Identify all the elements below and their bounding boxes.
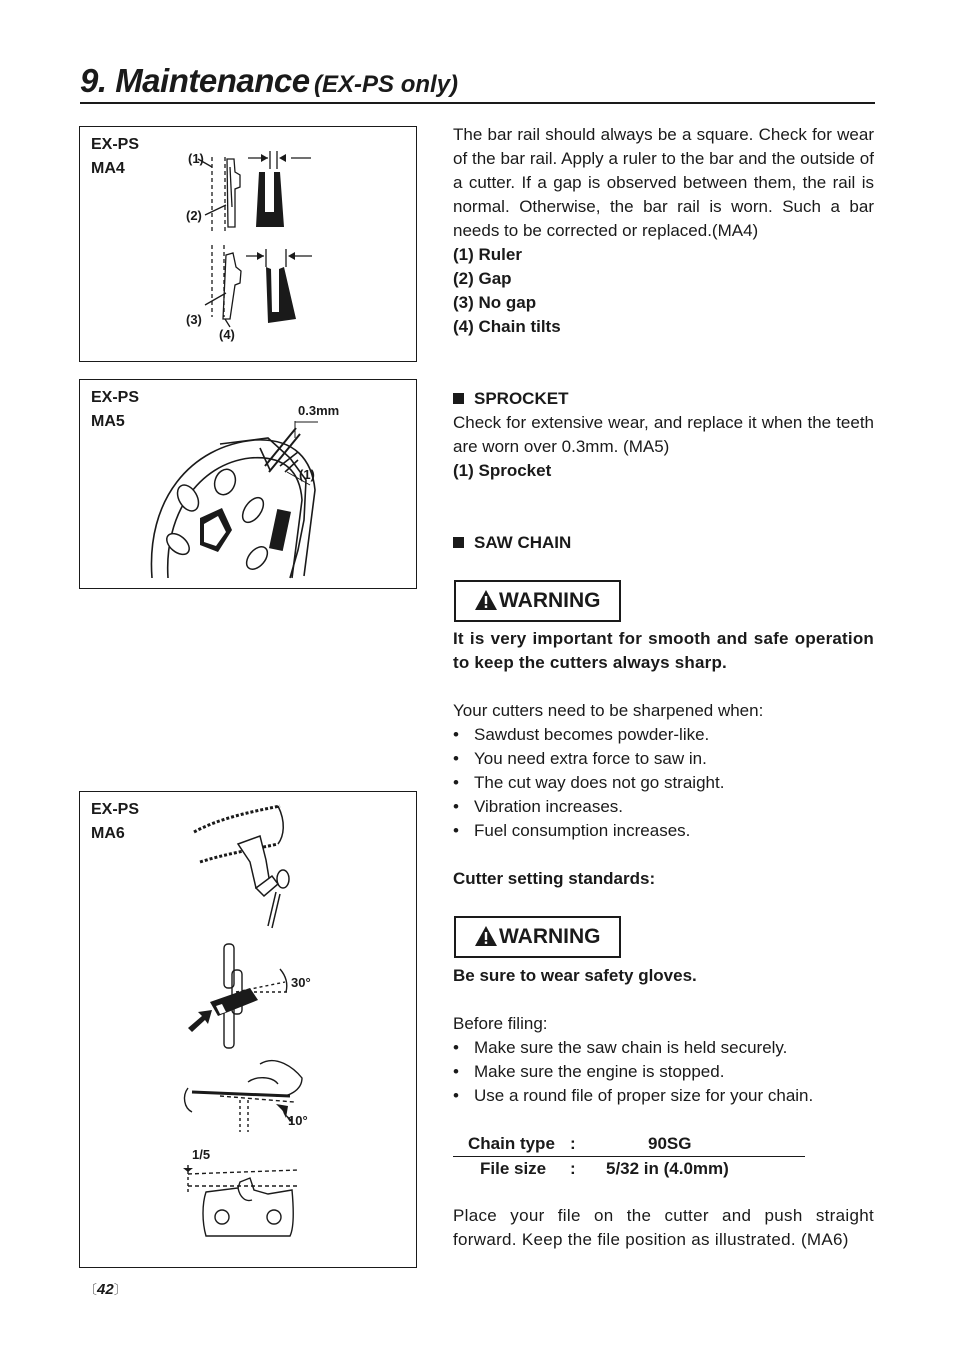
list-item: • The cut way does not go straight.: [453, 771, 874, 795]
figure-label-code: MA5: [91, 413, 125, 430]
callout-2: (2): [186, 208, 202, 223]
spec-row-chain-type: Chain type : 90SG: [453, 1132, 805, 1157]
figure-label-model: EX-PS: [91, 136, 140, 153]
ratio-label: 1/5: [192, 1147, 211, 1162]
spec-row-file-size: File size : 5/32 in (4.0mm): [480, 1159, 729, 1178]
sprocket-section: [453, 387, 874, 483]
angle-10-label: 10°: [288, 1113, 308, 1128]
spec-table: [453, 1132, 805, 1181]
warning-box: [454, 580, 621, 622]
legend-item-ruler: (1) Ruler: [453, 245, 522, 264]
page-number: 〔42〕: [84, 1281, 127, 1298]
warning-triangle-icon: [475, 926, 497, 946]
warning-box: [454, 916, 621, 958]
list-item: • Use a round file of proper size for your chain.: [453, 1084, 874, 1108]
figure-ma4: [79, 126, 417, 362]
square-bullet-icon: [453, 393, 464, 404]
dimension-label: 0.3mm: [298, 403, 340, 418]
figure-label-model: EX-PS: [91, 801, 140, 818]
legend-item-sprocket: (1) Sprocket: [453, 461, 552, 480]
square-bullet-icon: [453, 537, 464, 548]
list-item: • You need extra force to saw in.: [453, 747, 874, 771]
figure-label-code: MA6: [91, 825, 125, 842]
filing-illustration: [80, 792, 418, 1269]
callout-4: (4): [219, 327, 235, 342]
before-filing-intro: Before filing:: [453, 1014, 548, 1033]
section-title: 9. Maintenance: [80, 62, 310, 99]
figure-label-code: MA4: [91, 160, 125, 177]
saw-chain-body: [453, 627, 874, 891]
warning-text: It is very important for smooth and safe operation to keep the cutters always sharp.: [453, 629, 874, 672]
figure-ma5: [79, 379, 417, 589]
legend-item-no-gap: (3) No gap: [453, 293, 537, 312]
warning-label: WARNING: [499, 925, 601, 948]
list-item: • Make sure the engine is stopped.: [453, 1060, 874, 1084]
page-header: [80, 62, 875, 104]
closing-section: [453, 1204, 874, 1252]
list-item: • Vibration increases.: [453, 795, 874, 819]
sharpen-intro: Your cutters need to be sharpened when:: [453, 701, 764, 720]
warning-triangle-icon: [475, 590, 497, 610]
sharpen-list: [453, 723, 874, 843]
angle-30-label: 30°: [291, 975, 311, 990]
callout-1: (1): [299, 467, 315, 482]
sprocket-heading: SPROCKET: [453, 387, 874, 411]
before-filing-list: [453, 1036, 874, 1108]
figure-ma6: [79, 791, 417, 1268]
standards-heading: Cutter setting standards:: [453, 869, 656, 888]
figure-label-model: EX-PS: [91, 389, 140, 406]
warning-label: WARNING: [499, 589, 601, 612]
saw-chain-heading: SAW CHAIN: [453, 531, 874, 555]
closing-paragraph: Place your file on the cutter and push straight forward. Keep the file position as illustrated. (MA6): [453, 1206, 874, 1249]
bar-rail-section: [453, 123, 874, 339]
legend-item-gap: (2) Gap: [453, 269, 512, 288]
list-item: • Fuel consumption increases.: [453, 819, 874, 843]
gloves-warning-text: Be sure to wear safety gloves.: [453, 966, 697, 985]
filing-section: [453, 964, 874, 1108]
bar-rail-illustration: [80, 127, 418, 363]
sprocket-illustration: [80, 380, 418, 590]
callout-3: (3): [186, 312, 202, 327]
legend-item-chain-tilts: (4) Chain tilts: [453, 317, 561, 336]
section-subtitle: (EX-PS only): [314, 71, 459, 98]
list-item: • Sawdust becomes powder-like.: [453, 723, 874, 747]
list-item: • Make sure the saw chain is held securely.: [453, 1036, 874, 1060]
callout-1: (1): [188, 151, 204, 166]
sprocket-paragraph: Check for extensive wear, and replace it when the teeth are worn over 0.3mm. (MA5): [453, 413, 874, 456]
bar-rail-paragraph: The bar rail should always be a square. Check for wear of the bar rail. Apply a ruler to the bar and the outside of a cutter. If a gap is observed between them, the rail is normal. Otherwise, the bar rail is worn. Such a bar needs to be corrected or replaced.(MA4): [453, 125, 874, 240]
